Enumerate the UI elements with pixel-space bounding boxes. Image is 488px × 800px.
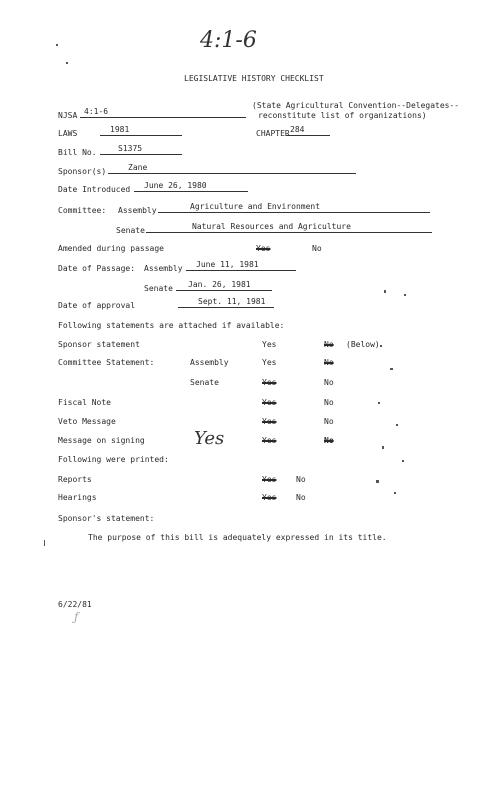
njsa-value: 4:1-6 [84, 107, 109, 116]
message-signing-handwritten: Yes [194, 428, 225, 449]
laws-label: LAWS [58, 129, 78, 138]
amended-label: Amended during passage [58, 244, 164, 253]
committee-assembly-field [158, 202, 430, 213]
sponsor-statement-yes: Yes [262, 340, 277, 349]
scan-speck [382, 446, 384, 449]
handwritten-file-number: 4:1-6 [200, 28, 257, 53]
bill-value: S1375 [118, 144, 143, 153]
committee-senate-label: Senate [116, 226, 145, 235]
sponsor-statement-no: No [324, 340, 334, 349]
date-introduced-value: June 26, 1980 [144, 181, 207, 190]
passage-assembly-value: June 11, 1981 [196, 260, 259, 269]
printed-heading: Following were printed: [58, 455, 169, 464]
chapter-field [286, 125, 330, 136]
scan-speck [394, 492, 396, 494]
message-signing-yes: Yes [262, 436, 277, 445]
committee-statement-assembly-no: No [324, 358, 334, 367]
approval-field [178, 297, 274, 308]
scan-speck [44, 540, 45, 546]
veto-message-yes: Yes [262, 417, 277, 426]
passage-senate-value: Jan. 26, 1981 [188, 280, 251, 289]
scan-speck [396, 424, 398, 426]
laws-value: 1981 [110, 125, 130, 134]
reports-no: No [296, 475, 306, 484]
scan-speck [390, 368, 393, 370]
committee-label: Committee: [58, 206, 107, 215]
passage-senate-label: Senate [144, 284, 173, 293]
scan-speck [402, 460, 404, 462]
amended-no: No [312, 244, 322, 253]
sponsor-statement-text: The purpose of this bill is adequately expressed in its title. [88, 533, 387, 542]
sponsor-field [108, 163, 356, 174]
scan-speck [376, 480, 379, 483]
committee-senate-value: Natural Resources and Agriculture [192, 222, 351, 231]
scan-speck [56, 44, 58, 46]
approval-label: Date of approval [58, 301, 136, 310]
page-title: LEGISLATIVE HISTORY CHECKLIST [184, 74, 324, 83]
sponsor-statement-note: (Below) [346, 340, 380, 349]
message-signing-no: No [324, 436, 334, 445]
approval-value: Sept. 11, 1981 [198, 297, 266, 306]
hearings-label: Hearings [58, 493, 97, 502]
veto-message-label: Veto Message [58, 417, 116, 426]
njsa-field [80, 107, 246, 118]
njsa-description-line1: (State Agricultural Convention--Delegates-- [252, 101, 460, 110]
amended-yes: Yes [256, 244, 271, 253]
laws-field [100, 125, 182, 136]
fiscal-note-no: No [324, 398, 334, 407]
scan-speck [404, 294, 406, 296]
passage-label: Date of Passage: [58, 264, 136, 273]
bill-field [100, 144, 182, 155]
fiscal-note-yes: Yes [262, 398, 277, 407]
message-signing-label: Message on signing [58, 436, 145, 445]
committee-assembly-label: Assembly [118, 206, 157, 215]
bill-label: Bill No. [58, 148, 97, 157]
chapter-value: 284 [290, 125, 305, 134]
reports-label: Reports [58, 475, 92, 484]
hearings-yes: Yes [262, 493, 277, 502]
committee-statement-label: Committee Statement: [58, 358, 155, 367]
reports-yes: Yes [262, 475, 277, 484]
committee-statement-senate-yes: Yes [262, 378, 277, 387]
handwritten-initials: ƒ [74, 610, 79, 624]
njsa-label: NJSA [58, 111, 78, 120]
date-introduced-label: Date Introduced [58, 185, 131, 194]
veto-message-no: No [324, 417, 334, 426]
committee-statement-senate-label: Senate [190, 378, 219, 387]
footer-date: 6/22/81 [58, 600, 92, 609]
date-introduced-field [134, 181, 248, 192]
scan-speck [380, 345, 382, 347]
fiscal-note-label: Fiscal Note [58, 398, 111, 407]
njsa-description-line2: reconstitute list of organizations) [258, 111, 427, 120]
scan-speck [378, 402, 380, 404]
sponsor-label: Sponsor(s) [58, 167, 107, 176]
sponsor-statement-heading: Sponsor's statement: [58, 514, 155, 523]
committee-statement-senate-no: No [324, 378, 334, 387]
passage-senate-field [176, 280, 272, 291]
sponsor-value: Zane [128, 163, 148, 172]
scan-speck [384, 290, 386, 293]
passage-assembly-label: Assembly [144, 264, 183, 273]
committee-statement-assembly-yes: Yes [262, 358, 277, 367]
statements-heading: Following statements are attached if available: [58, 321, 285, 330]
committee-senate-field [146, 222, 432, 233]
scan-speck [66, 62, 68, 64]
committee-statement-assembly-label: Assembly [190, 358, 229, 367]
hearings-no: No [296, 493, 306, 502]
passage-assembly-field [186, 260, 296, 271]
chapter-label: CHAPTER [256, 129, 290, 138]
sponsor-statement-label: Sponsor statement [58, 340, 140, 349]
committee-assembly-value: Agriculture and Environment [190, 202, 321, 211]
